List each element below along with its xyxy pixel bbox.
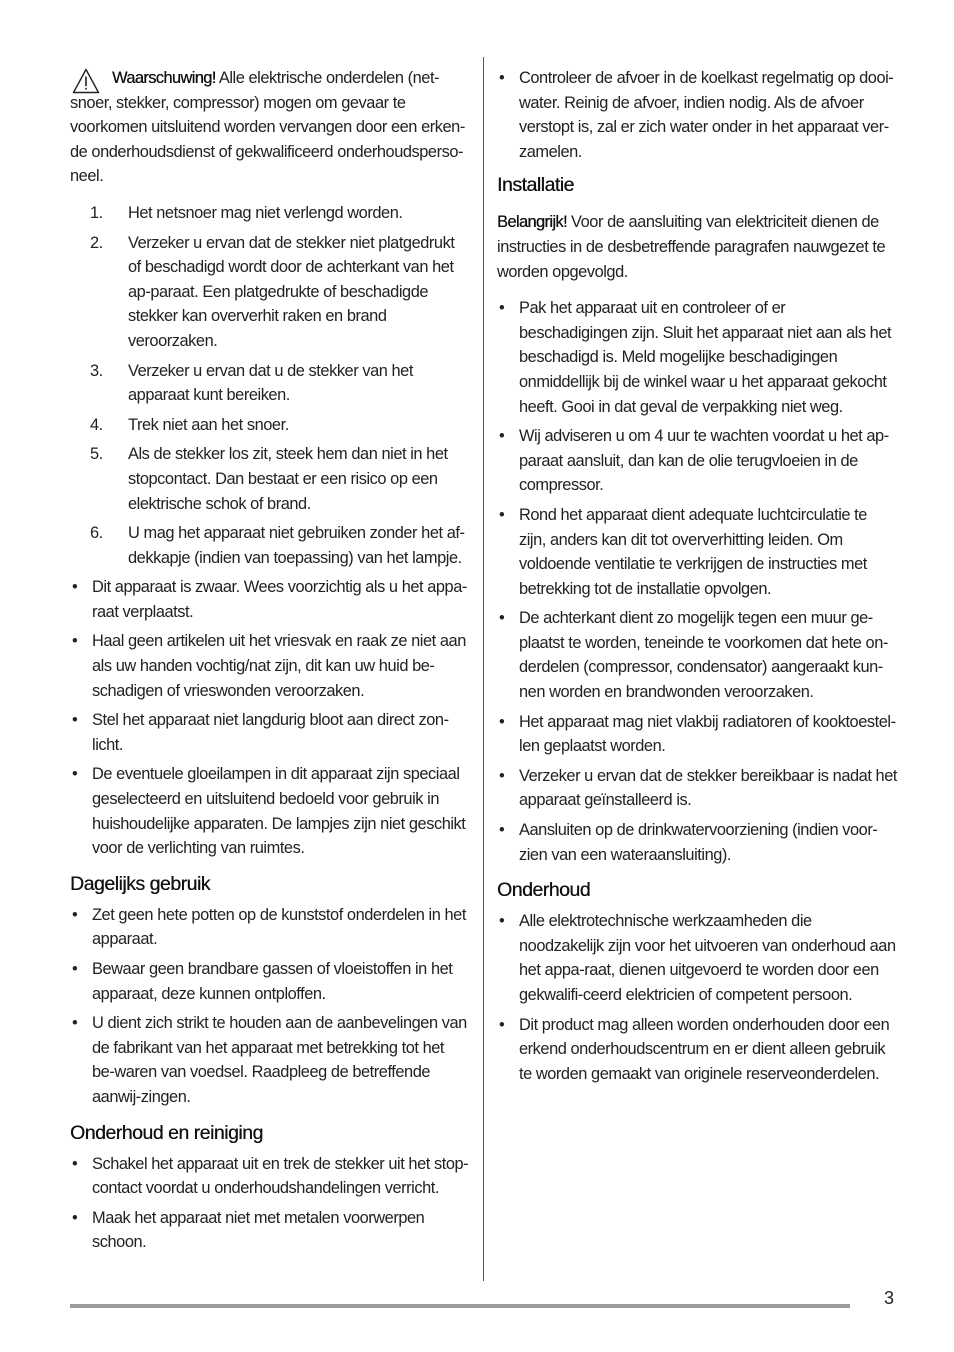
item-text: Verzeker u ervan dat u de stekker van het apparaat kunt bereiken.	[128, 361, 413, 405]
item-text: Aansluiten op de drinkwatervoorziening (indien voor-zien van een wateraansluiting).	[519, 821, 878, 864]
section-title-care-cleaning: Onderhoud en reiniging	[70, 1121, 263, 1144]
numbered-item	[70, 413, 470, 438]
item-number: 6.	[90, 524, 103, 543]
safety-bullet-list	[70, 575, 470, 861]
item-text: Zet geen hete potten op de kunststof onderdelen in het apparaat.	[92, 905, 466, 949]
item-text: Trek niet aan het snoer.	[128, 415, 289, 434]
item-text: Alle elektrotechnische werkzaamheden die noodzakelijk zijn voor het uitvoeren van onderhoud aan het appa-raat, dienen uitgevoerd te worden door een gekwalifi-ceerd elektricien of competent persoon.	[519, 912, 896, 1004]
item-number: 5.	[90, 445, 103, 464]
bullet-icon: •	[499, 766, 505, 785]
bullet-icon: •	[72, 905, 78, 924]
list-item	[70, 957, 470, 1006]
list-item	[497, 606, 897, 704]
warning-first-line: Alle elektrische onderdelen (net-	[218, 69, 440, 87]
section-title-maintenance: Onderhoud	[497, 879, 591, 902]
item-text: Schakel het apparaat uit en trek de stekker uit het stop-contact voordat u onderhoudshandelingen verricht.	[92, 1154, 469, 1198]
list-item	[497, 909, 897, 1007]
list-item	[497, 710, 897, 759]
list-item	[497, 66, 897, 164]
bullet-icon: •	[499, 505, 505, 524]
maintenance-list	[497, 909, 897, 1086]
item-text: Haal geen artikelen uit het vriesvak en raak ze niet aan als uw handen vochtig/nat zijn, dit kan uw huid be-schadigen of vrieswonden veroorzaken.	[92, 632, 466, 700]
warning-label: Waarschuwing!	[112, 69, 216, 87]
bullet-icon: •	[72, 1208, 78, 1227]
bullet-icon: •	[499, 609, 505, 628]
bullet-icon: •	[499, 821, 505, 840]
list-item	[497, 764, 897, 813]
numbered-item	[70, 201, 470, 226]
list-item	[497, 503, 897, 601]
footer-rule	[70, 1304, 850, 1308]
numbered-item	[70, 359, 470, 408]
list-item	[70, 1152, 470, 1201]
list-item	[70, 575, 470, 624]
list-item	[497, 1013, 897, 1087]
bullet-icon: •	[72, 711, 78, 730]
bullet-icon: •	[499, 299, 505, 318]
bullet-icon: •	[499, 912, 505, 931]
item-text: Stel het apparaat niet langdurig bloot aan direct zon-licht.	[92, 711, 449, 754]
bullet-icon: •	[72, 1154, 78, 1173]
section-title-daily-use: Dagelijks gebruik	[70, 872, 210, 895]
list-item	[497, 818, 897, 867]
numbered-item	[70, 231, 470, 354]
item-number: 1.	[90, 203, 103, 222]
bullet-icon: •	[72, 765, 78, 784]
item-number: 2.	[90, 233, 103, 252]
bullet-icon: •	[499, 69, 505, 87]
item-text: De achterkant dient zo mogelijk tegen een muur ge-plaatst te worden, teneinde te voorkomen dat hete on-derdelen (compressor, condensator) aangeraakt kun-nen worden en brandwonden veroorzaken.	[519, 609, 888, 702]
item-text: Wij adviseren u om 4 uur te wachten voordat u het ap-paraat aansluit, dan kan de olie terugvloeien in de compressor.	[519, 427, 889, 495]
item-text: De eventuele gloeilampen in dit apparaat zijn speciaal geselecteerd en uitsluitend bedoeld voor gebruik in huishoudelijke apparaten. De lampjes zijn niet geschikt voor de verlichting van ruimtes.	[92, 765, 466, 858]
item-text: Het apparaat mag niet vlakbij radiatoren of kooktoestel-len geplaatst worden.	[519, 712, 896, 756]
list-item	[70, 1011, 470, 1109]
item-text: Maak het apparaat niet met metalen voorwerpen schoon.	[92, 1208, 425, 1252]
item-text: Als de stekker los zit, steek hem dan niet in het stopcontact. Dan bestaat er een risico op een elektrische schok of brand.	[128, 445, 448, 513]
daily-use-list	[70, 903, 470, 1110]
item-text: Dit product mag alleen worden onderhouden door een erkend onderhoudscentrum en er dient alleen gebruik te worden gemaakt van originele reserveonderdelen.	[519, 1015, 890, 1083]
bullet-icon: •	[499, 712, 505, 731]
installation-intro	[497, 210, 897, 284]
bullet-icon: •	[72, 578, 78, 597]
bullet-icon: •	[499, 427, 505, 446]
left-column	[70, 66, 470, 1260]
drain-list	[497, 66, 897, 164]
list-item	[70, 903, 470, 952]
warning-triangle-icon	[72, 68, 100, 94]
warning-block	[70, 66, 470, 189]
page-number: 3	[884, 1288, 895, 1308]
item-text: Verzeker u ervan dat de stekker niet platgedrukt of beschadigd wordt door de achterkant van het ap-paraat. Een platgedrukte of beschadigde stekker kan oververhit raken en brand veroorzaken.	[128, 233, 455, 350]
bullet-icon: •	[499, 1015, 505, 1034]
important-label: Belangrijk!	[497, 213, 567, 232]
item-number: 4.	[90, 415, 103, 434]
bullet-icon: •	[72, 1014, 78, 1033]
numbered-item	[70, 521, 470, 570]
list-item	[70, 1206, 470, 1255]
installation-list	[497, 296, 897, 867]
item-text: Rond het apparaat dient adequate luchtcirculatie te zijn, anders kan dit tot oververhitting leiden. Om voldoende ventilatie te verkrijgen de instructies met betrekking tot de installatie opvolgen.	[519, 505, 867, 598]
item-text: U dient zich strikt te houden aan de aanbevelingen van de fabrikant van het apparaat met betrekking tot het be-waren van voedsel. Raadpleeg de betreffende aanwij-zingen.	[92, 1014, 467, 1106]
list-item	[497, 424, 897, 498]
item-text: Pak het apparaat uit en controleer of er beschadigingen zijn. Sluit het apparaat niet aan als het beschadigd is. Meld mogelijke beschadigingen onmiddellijk bij de winkel waar u het apparaat gekocht heeft. Gooi in dat geval de verpakking niet weg.	[519, 299, 892, 416]
intro-text: Voor de aansluiting van elektriciteit dienen de instructies in de desbetreffende paragrafen nauwgezet te worden opgevolgd.	[497, 213, 886, 281]
item-text: Dit apparaat is zwaar. Wees voorzichtig als u het appa-raat verplaatst.	[92, 578, 467, 621]
section-title-installation: Installatie	[497, 174, 574, 197]
list-item	[70, 762, 470, 860]
list-item	[497, 296, 897, 419]
list-item	[70, 629, 470, 703]
column-divider	[483, 57, 484, 1281]
warning-text	[70, 66, 470, 189]
numbered-list	[70, 201, 470, 570]
item-text: Bewaar geen brandbare gassen of vloeistoffen in het apparaat, deze kunnen ontploffen.	[92, 960, 453, 1003]
bullet-icon: •	[72, 632, 78, 651]
item-text: Verzeker u ervan dat de stekker bereikbaar is nadat het apparaat geïnstalleerd is.	[519, 766, 897, 810]
item-number: 3.	[90, 361, 103, 380]
list-item	[70, 708, 470, 757]
item-text: Controleer de afvoer in de koelkast regelmatig op dooi-water. Reinig de afvoer, indien nodig. Als de afvoer verstopt is, zal er zich water onder in het apparaat ver-zamelen.	[519, 69, 894, 161]
right-column	[497, 66, 897, 1091]
numbered-item	[70, 442, 470, 516]
item-text: Het netsnoer mag niet verlengd worden.	[128, 203, 403, 222]
care-cleaning-list	[70, 1152, 470, 1255]
warning-rest: snoer, stekker, compressor) mogen om gevaar te voorkomen uitsluitend worden vervangen door een erken-de onderhoudsdienst of gekwalificeerd onderhoudsperso-neel.	[70, 93, 465, 186]
item-text: U mag het apparaat niet gebruiken zonder het af-dekkapje (indien van toepassing) van het lampje.	[128, 524, 465, 567]
bullet-icon: •	[72, 960, 78, 978]
